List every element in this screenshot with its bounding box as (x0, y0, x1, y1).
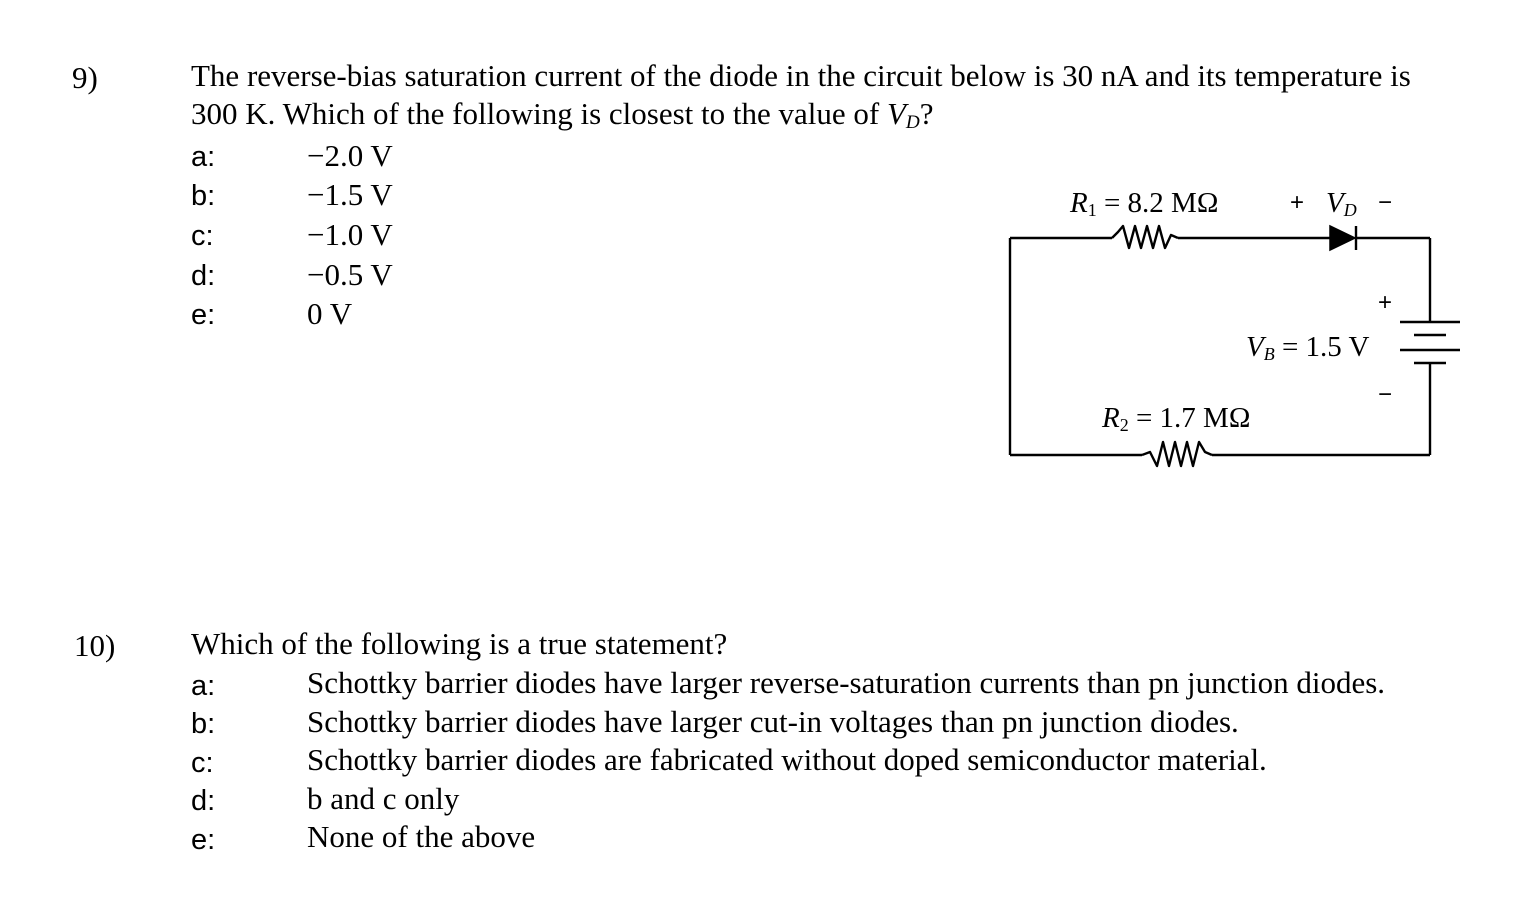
q9-stem-line1: The reverse-bias saturation current of the diode in the circuit below is 30 nA and its temperature is (191, 58, 1411, 93)
vd-minus-sign: − (1378, 189, 1393, 216)
r1-label (1070, 189, 1218, 218)
r1-subscript: 1 (1087, 199, 1097, 220)
q9-option-label: a: (191, 141, 216, 173)
resistor-r2-symbol (1142, 442, 1212, 466)
q9-option-text: −1.0 V (307, 217, 393, 252)
r2-symbol: R (1102, 402, 1120, 434)
q10-option-text: b and c only (307, 781, 460, 816)
vd-symbol: V (1326, 187, 1344, 219)
r1-value: = 8.2 MΩ (1096, 187, 1219, 219)
r2-label (1102, 404, 1250, 433)
q9-option-text: 0 V (307, 296, 353, 331)
diode-triangle (1330, 226, 1355, 250)
vb-label (1246, 333, 1369, 362)
q10-number: 10) (74, 628, 116, 663)
q9-option-text: −1.5 V (307, 177, 393, 212)
vb-symbol: V (1246, 331, 1264, 363)
vd-label (1326, 189, 1357, 218)
q9-number: 9) (72, 60, 98, 95)
q10-option-label: c: (191, 747, 214, 779)
q10-option-label: a: (191, 670, 216, 702)
q9-stem-text: 300 K. Which of the following is closest to the value of (191, 96, 887, 131)
battery-minus-sign: − (1378, 381, 1393, 408)
q10-option-text: Schottky barrier diodes have larger cut-in voltages than pn junction diodes. (307, 704, 1239, 739)
vd-subscript: D (1343, 199, 1357, 220)
r2-value: = 1.7 MΩ (1128, 402, 1251, 434)
q10-stem: Which of the following is a true statement? (191, 626, 728, 661)
q9-stem-qmark: ? (919, 96, 934, 131)
q9-option-label: b: (191, 180, 216, 212)
r1-symbol: R (1070, 187, 1088, 219)
q9-stem-var: V (886, 96, 906, 131)
q10-option-text: Schottky barrier diodes have larger reverse-saturation currents than pn junction diodes. (307, 665, 1386, 700)
battery-plus-sign: + (1378, 289, 1393, 316)
q9-option-text: −2.0 V (307, 138, 393, 173)
q9-stem-line2 (191, 96, 934, 134)
r2-subscript: 2 (1119, 414, 1129, 435)
q9-stem-var-sub: D (905, 112, 920, 134)
q10-option-label: b: (191, 708, 216, 740)
q10-option-text: Schottky barrier diodes are fabricated without doped semiconductor material. (307, 742, 1267, 777)
vb-value: = 1.5 V (1274, 331, 1370, 363)
q9-option-label: e: (191, 299, 216, 331)
vd-plus-sign: + (1290, 189, 1305, 216)
q10-option-text: None of the above (307, 819, 536, 854)
resistor-r1-symbol (1112, 226, 1178, 248)
q9-option-label: c: (191, 220, 214, 252)
vb-subscript: B (1263, 343, 1275, 364)
q10-option-label: d: (191, 785, 216, 817)
q9-option-label: d: (191, 260, 216, 292)
q10-option-label: e: (191, 824, 216, 856)
q9-option-text: −0.5 V (307, 257, 393, 292)
